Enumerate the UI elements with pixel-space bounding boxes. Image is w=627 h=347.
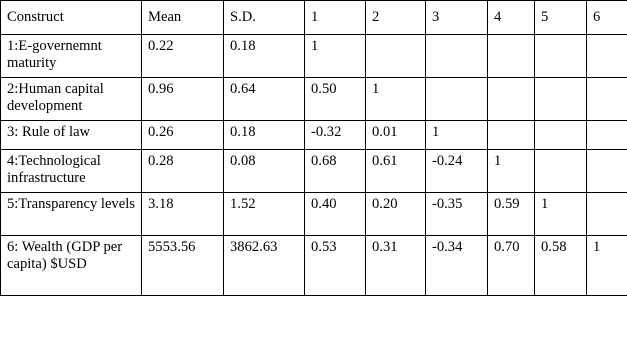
row-label: 5:Transparency levels xyxy=(1,193,142,236)
mean-cell: 0.26 xyxy=(142,121,224,150)
corr-cell xyxy=(488,121,535,150)
corr-cell xyxy=(366,35,426,78)
sd-cell: 0.18 xyxy=(224,121,305,150)
header-col-4: 4 xyxy=(488,1,535,35)
corr-cell xyxy=(488,78,535,121)
corr-cell xyxy=(535,78,587,121)
corr-cell: 1 xyxy=(426,121,488,150)
row-label: 6: Wealth (GDP per capita) $USD xyxy=(1,236,142,296)
sd-cell: 3862.63 xyxy=(224,236,305,296)
header-col-1: 1 xyxy=(305,1,366,35)
corr-cell: 0.70 xyxy=(488,236,535,296)
corr-cell xyxy=(535,35,587,78)
mean-cell: 3.18 xyxy=(142,193,224,236)
corr-cell xyxy=(587,78,627,121)
corr-cell xyxy=(587,150,627,193)
corr-cell: 1 xyxy=(488,150,535,193)
corr-cell xyxy=(587,35,627,78)
row-label: 3: Rule of law xyxy=(1,121,142,150)
row-label: 1:E-governemnt maturity xyxy=(1,35,142,78)
corr-cell xyxy=(587,121,627,150)
table-row xyxy=(1,193,627,236)
table-row xyxy=(1,236,627,296)
corr-cell: 0.20 xyxy=(366,193,426,236)
corr-cell: 0.68 xyxy=(305,150,366,193)
sd-cell: 0.08 xyxy=(224,150,305,193)
table-row xyxy=(1,78,627,121)
corr-cell: 1 xyxy=(535,193,587,236)
corr-cell: -0.32 xyxy=(305,121,366,150)
row-label: 2:Human capital development xyxy=(1,78,142,121)
corr-cell xyxy=(535,150,587,193)
table-row xyxy=(1,35,627,78)
sd-cell: 1.52 xyxy=(224,193,305,236)
sd-cell: 0.64 xyxy=(224,78,305,121)
corr-cell xyxy=(488,35,535,78)
mean-cell: 0.96 xyxy=(142,78,224,121)
corr-cell: 1 xyxy=(587,236,627,296)
header-construct: Construct xyxy=(1,1,142,35)
header-col-3: 3 xyxy=(426,1,488,35)
corr-cell: -0.24 xyxy=(426,150,488,193)
corr-cell: -0.35 xyxy=(426,193,488,236)
table-row xyxy=(1,121,627,150)
header-col-2: 2 xyxy=(366,1,426,35)
mean-cell: 0.28 xyxy=(142,150,224,193)
header-col-5: 5 xyxy=(535,1,587,35)
header-mean: Mean xyxy=(142,1,224,35)
header-row xyxy=(1,1,627,35)
corr-cell: 0.53 xyxy=(305,236,366,296)
mean-cell: 0.22 xyxy=(142,35,224,78)
corr-cell: 0.61 xyxy=(366,150,426,193)
sd-cell: 0.18 xyxy=(224,35,305,78)
corr-cell: 1 xyxy=(366,78,426,121)
header-col-6: 6 xyxy=(587,1,627,35)
corr-cell: 0.50 xyxy=(305,78,366,121)
row-label: 4:Technological infrastructure xyxy=(1,150,142,193)
corr-cell: 1 xyxy=(305,35,366,78)
header-sd: S.D. xyxy=(224,1,305,35)
mean-cell: 5553.56 xyxy=(142,236,224,296)
corr-cell: 0.31 xyxy=(366,236,426,296)
table-row xyxy=(1,150,627,193)
corr-cell xyxy=(587,193,627,236)
corr-cell: 0.01 xyxy=(366,121,426,150)
corr-cell: 0.58 xyxy=(535,236,587,296)
corr-cell xyxy=(426,35,488,78)
corr-cell: 0.59 xyxy=(488,193,535,236)
corr-cell: -0.34 xyxy=(426,236,488,296)
corr-cell xyxy=(535,121,587,150)
corr-cell xyxy=(426,78,488,121)
corr-cell: 0.40 xyxy=(305,193,366,236)
